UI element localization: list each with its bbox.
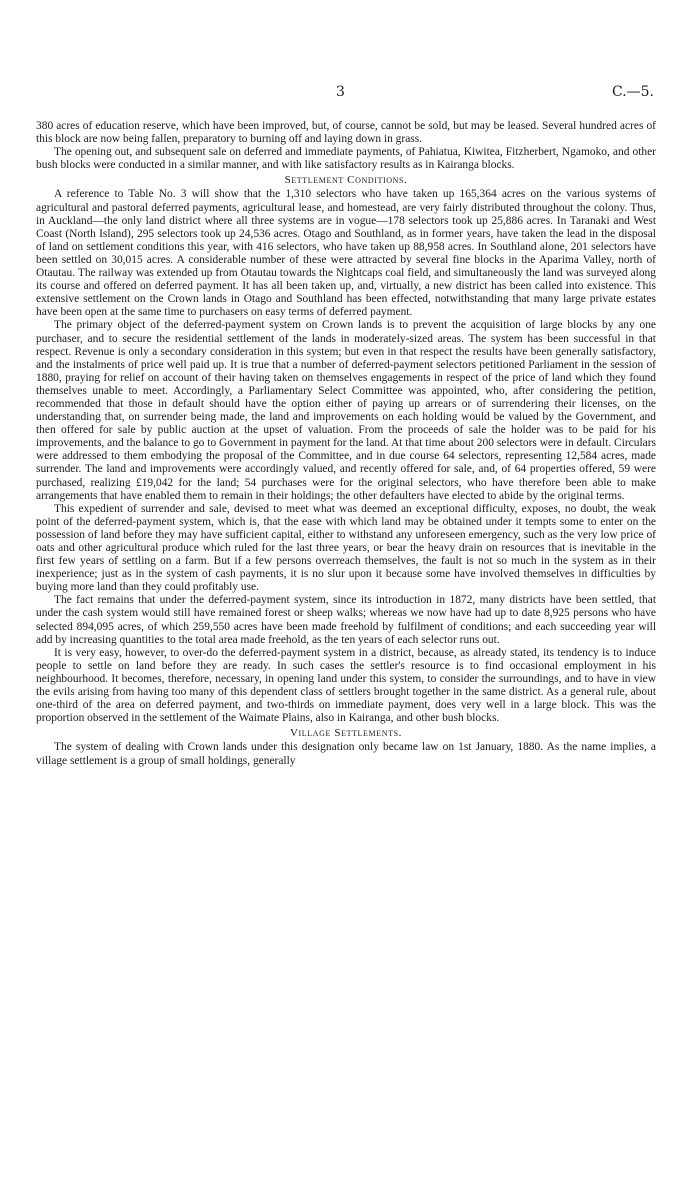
section-heading-settlement-conditions: Settlement Conditions. [284,174,408,187]
page-header [36,84,656,104]
document-body [36,120,656,768]
paragraph: A reference to Table No. 3 will show that the 1,310 selectors who have taken up 165,364 acres on the various systems of agricultural and pastoral deferred payments, agricultural lease, and homestead, are very fairly distributed throughout the colony. Thus, in Auckland—the only land district where all three systems are in vogue—178 selectors took up 25,886 acres. In Taranaki and West Coast (North Island), 295 selectors took up 24,536 acres. Otago and Southland, as in former years, have taken the lead in the disposal of land on settlement conditions this year, with 416 selectors, who have taken up 88,958 acres. In Southland alone, 201 selectors have been settled on 30,015 acres. A considerable number of these were attracted by several fine blocks in the Aparima Valley, north of Otautau. The railway was extended up from Otautau towards the Nightcaps coal field, and simultaneously the land was surveyed along its course and offered on deferred payment. It has all been taken up, and, virtually, a new district has been called into existence. This extensive settlement on the Crown lands in Otago and Southland has been effected, notwithstanding that many large private estates have been open at the same time to purchasers on easy terms of deferred payment. [36,188,656,319]
page-number: 3 [336,84,345,100]
paragraph: It is very easy, however, to over-do the deferred-payment system in a district, because, as already stated, its tendency is to induce people to settle on land before they are ready. In such cases the settler's resource is to find occasional employment in his neighbourhood. It becomes, therefore, necessary, in opening land under this system, to consider the surroundings, and to have in view the evils arising from having too many of this dependent class of settlers brought together in the same district. As a general rule, about one-third of the area on deferred payment, and two-thirds on immediate payment, does very well in a large block. This was the proportion observed in the settlement of the Waimate Plains, also in Kairanga, and other bush blocks. [36,646,656,725]
document-reference: C.—5. [611,84,654,100]
paragraph: This expedient of surrender and sale, devised to meet what was deemed an exceptional difficulty, exposes, no doubt, the weak point of the deferred-payment system, which is, that the ease with which land may be obtained under it tempts some to enter on the possession of land before they may have sufficient capital, either to withstand any unforeseen emergency, such as the very low price of oats and other agricultural produce which ruled for the last three years, or bear the heavy drain on resources that is inevitable in the first few years of settling on a farm. But if a few persons overreach themselves, the fault is not so much in the system as in their inexperience; just as in the system of cash payments, it is no slur upon it because some have involved themselves in difficulties by buying more land than they could profitably use. [36,502,656,594]
paragraph: The primary object of the deferred-payment system on Crown lands is to prevent the acquisition of large blocks by any one purchaser, and to secure the residential settlement of the lands in moderately-sized areas. The system has been successful in that respect. Revenue is only a secondary consideration in this system; but even in that respect the results have been generally satisfactory, and the instalments of price well paid up. It is true that a number of deferred-payment selectors petitioned Parliament in the session of 1880, praying for relief on account of their having taken on themselves engagements in respect of the price of land which they found themselves unable to meet. Accordingly, a Parliamentary Select Committee was appointed, who, after considering the petition, recommended that those in default should have the option either of paying up arrears or of surrendering their licenses, on the understanding that, on surrender being made, the land and improvements on each holding would be valued by the Government, and then offered for sale by public auction at the upset of valuation. From the proceeds of sale the holder was to be paid for his improvements, and the balance to go to Government in payment for the land. At that time about 200 selectors were in default. Circulars were addressed to them embodying the proposal of the Committee, and in due course 64 selectors, representing 12,584 acres, made surrender. The land and improvements were accordingly valued, and recently offered for sale, and, of 64 properties offered, 59 were purchased, realizing £19,042 for the land; 54 purchases were for the original selectors, who have therefore been able to make arrangements that have enabled them to remain in their holdings; the other defaulters have elected to abide by the original terms. [36,319,656,502]
paragraph: The opening out, and subsequent sale on deferred and immediate payments, of Pahiatua, Kiwitea, Fitzherbert, Ngamoko, and other bush blocks were conducted in a similar manner, and with like satisfactory results as in Kairanga blocks. [36,146,656,172]
paragraph: The fact remains that under the deferred-payment system, since its introduction in 1872, many districts have been settled, that under the cash system would still have remained forest or sheep walks; whereas we now have had up to date 8,925 persons who have selected 894,095 acres, of which 259,550 acres have been made freehold by fulfilment of conditions; and each succeeding year will add by increasing quantities to the total area made freehold, as the ten years of each selector runs out. [36,594,656,646]
paragraph: The system of dealing with Crown lands under this designation only became law on 1st January, 1880. As the name implies, a village settlement is a group of small holdings, generally [36,741,656,767]
paragraph-continued: 380 acres of education reserve, which have been improved, but, of course, cannot be sold, but may be leased. Several hundred acres of this block are now being fallen, preparatory to burning off and laying down in grass. [36,120,656,146]
section-heading-village-settlements: Village Settlements. [290,727,402,740]
